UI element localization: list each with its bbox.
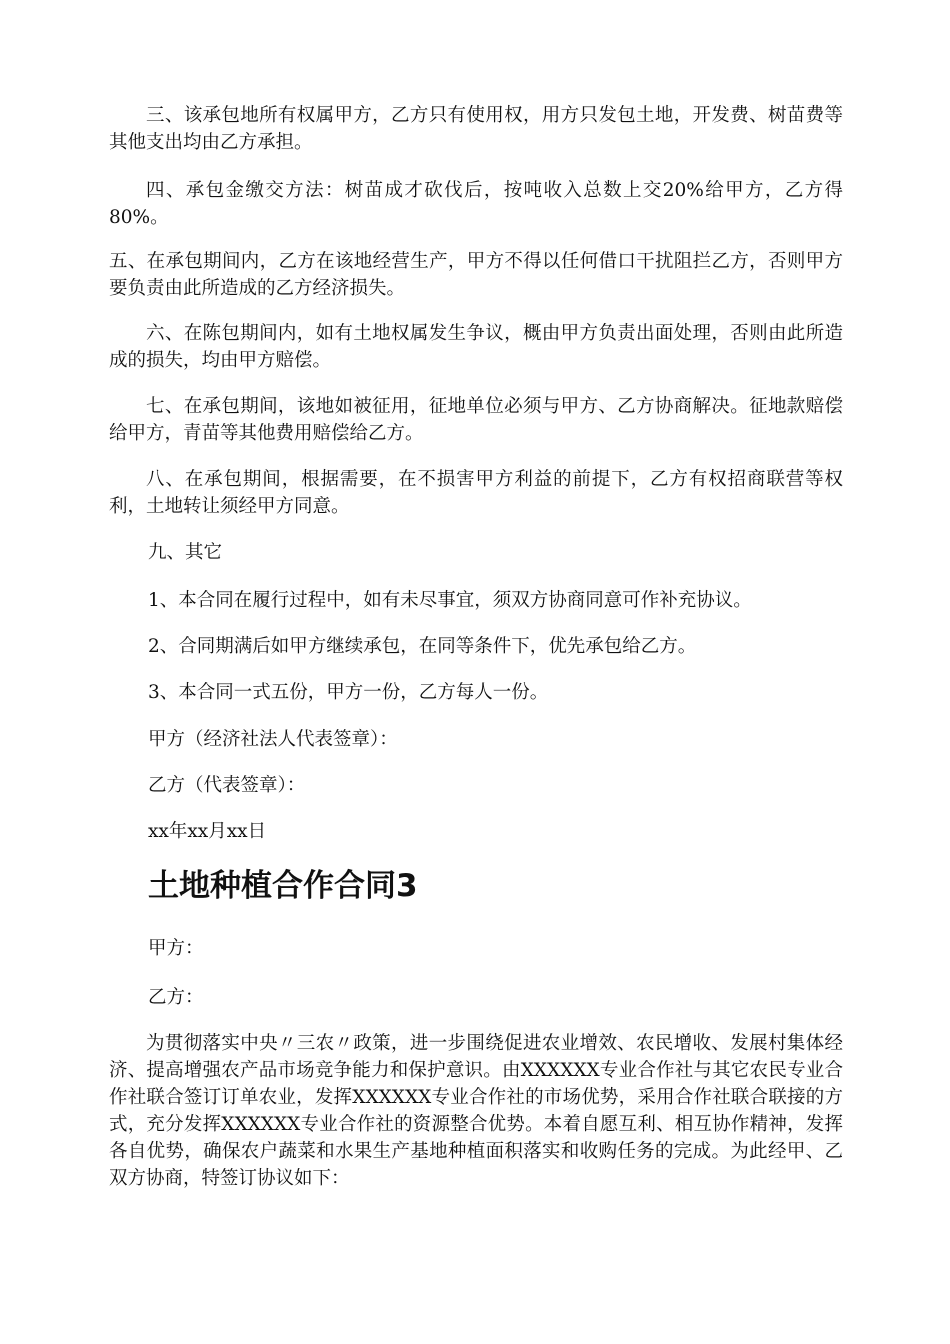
clause-9-item-3: 3、本合同一式五份，甲方一份，乙方每人一份。 <box>148 682 549 703</box>
clause-6: 六、在陈包期间内，如有土地权属发生争议，概由甲方负责出面处理，否则由此所造成的损失，均由甲方赔偿。 <box>109 323 843 371</box>
clause-3: 三、该承包地所有权属甲方，乙方只有使用权，用方只发包土地，开发费、树苗费等其他支出均由乙方承担。 <box>109 105 843 153</box>
clause-4: 四、承包金缴交方法：树苗成才砍伐后，按吨收入总数上交20%给甲方，乙方得80%。 <box>109 180 843 228</box>
signature-date: xx年xx月xx日 <box>148 821 267 842</box>
clause-9-item-1: 1、本合同在履行过程中，如有未尽事宜，须双方协商同意可作补充协议。 <box>148 590 752 611</box>
section3-intro: 为贯彻落实中央〃三农〃政策，进一步围绕促进农业增效、农民增收、发展村集体经济、提高增强农产品市场竞争能力和保护意识。由XXXXXX专业合作社与其它农民专业合作社联合签订订单农业，发挥XXXXXX专业合作社的市场优势，采用合作社联合联接的方式，充分发挥XXXXXX专业合作社的资源整合优势。本着自愿互利、相互协作精神，发挥各自优势，确保农户蔬菜和水果生产基地种植面积落实和收购任务的完成。为此经甲、乙双方协商，特签订协议如下： <box>109 1033 843 1189</box>
clause-5: 五、在承包期间内，乙方在该地经营生产，甲方不得以任何借口干扰阻拦乙方，否则甲方要负责由此所造成的乙方经济损失。 <box>109 251 843 299</box>
clause-9-item-2: 2、合同期满后如甲方继续承包，在同等条件下，优先承包给乙方。 <box>148 636 697 657</box>
section3-party-b: 乙方： <box>148 987 204 1008</box>
clause-7: 七、在承包期间，该地如被征用，征地单位必须与甲方、乙方协商解决。征地款赔偿给甲方，青苗等其他费用赔偿给乙方。 <box>109 396 843 444</box>
clause-8: 八、在承包期间，根据需要，在不损害甲方利益的前提下，乙方有权招商联营等权利，土地转让须经甲方同意。 <box>109 469 843 517</box>
signature-party-a: 甲方（经济社法人代表签章）： <box>148 729 398 750</box>
clause-9-heading: 九、其它 <box>148 542 223 563</box>
signature-party-b: 乙方（代表签章）： <box>148 775 306 796</box>
section3-party-a: 甲方： <box>148 938 204 959</box>
section-title: 土地种植合作合同3 <box>148 868 418 904</box>
